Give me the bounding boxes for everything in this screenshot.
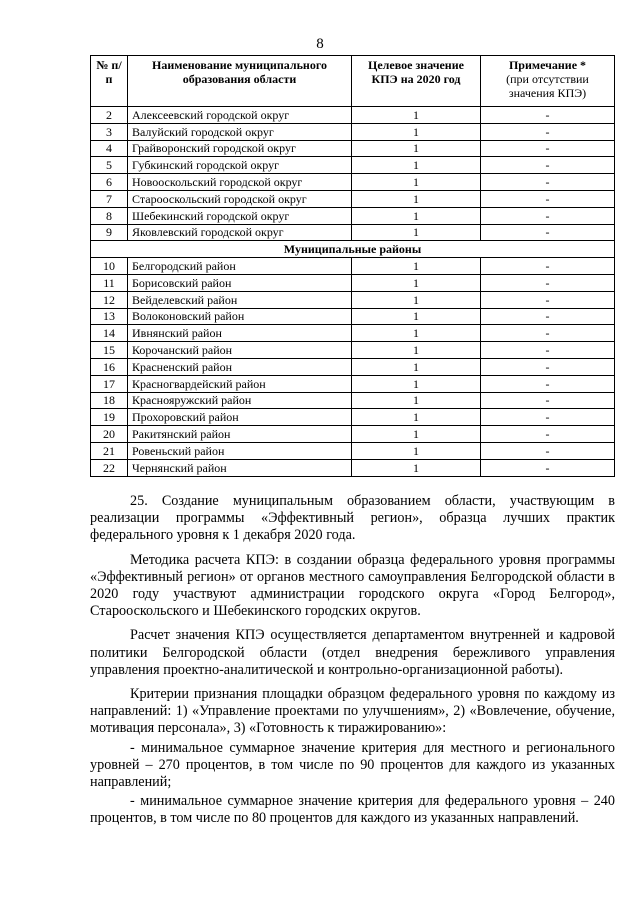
table-row [91,190,615,207]
cell-note: - [481,274,615,291]
kpe-table [90,55,615,477]
cell-name: Прохоровский район [128,409,352,426]
table-row [91,375,615,392]
cell-name: Борисовский район [128,274,352,291]
cell-note: - [481,258,615,275]
cell-num: 16 [91,358,128,375]
page-number: 8 [316,36,324,52]
table-header-row [91,56,615,107]
table-row [91,157,615,174]
header-value: Целевое значение КПЭ на 2020 год [352,56,481,107]
cell-note: - [481,190,615,207]
cell-name: Красненский район [128,358,352,375]
cell-num: 20 [91,426,128,443]
cell-name: Красногвардейский район [128,375,352,392]
cell-value: 1 [352,291,481,308]
cell-value: 1 [352,107,481,124]
header-note-title: Примечание * [508,58,587,72]
cell-num: 9 [91,224,128,241]
table-row [91,358,615,375]
table-row [91,291,615,308]
table-row [91,258,615,275]
table-row [91,308,615,325]
cell-num: 21 [91,442,128,459]
table-row [91,426,615,443]
cell-value: 1 [352,190,481,207]
cell-name: Грайворонский городской округ [128,140,352,157]
cell-name: Ивнянский район [128,325,352,342]
cell-name: Алексеевский городской округ [128,107,352,124]
cell-value: 1 [352,426,481,443]
paragraph-criteria: Критерии признания площадки образцом федерального уровня по каждому из направлений: 1) «Управление проектами по улучшениям», 2) «Вовлечение, обучение, мотивация персонала», 3) «Готовность к тиражированию»: [90,686,615,737]
table-row [91,140,615,157]
cell-name: Корочанский район [128,342,352,359]
cell-name: Белгородский район [128,258,352,275]
cell-num: 5 [91,157,128,174]
cell-value: 1 [352,157,481,174]
cell-num: 22 [91,459,128,476]
cell-note: - [481,392,615,409]
cell-value: 1 [352,342,481,359]
cell-note: - [481,123,615,140]
criterion-federal: - минимальное суммарное значение критерия для федерального уровня – 240 процентов, в том числе по 80 процентов для каждого из указанных направлений. [90,793,615,827]
table-row [91,392,615,409]
cell-name: Яковлевский городской округ [128,224,352,241]
header-note-sub: (при отсутствии значения КПЭ) [506,72,589,100]
cell-num: 13 [91,308,128,325]
cell-num: 12 [91,291,128,308]
cell-note: - [481,375,615,392]
cell-name: Вейделевский район [128,291,352,308]
cell-value: 1 [352,442,481,459]
cell-num: 10 [91,258,128,275]
cell-name: Старооскольский городской округ [128,190,352,207]
section-row [91,241,615,258]
cell-note: - [481,291,615,308]
cell-note: - [481,107,615,124]
cell-note: - [481,224,615,241]
cell-note: - [481,459,615,476]
cell-name: Чернянский район [128,459,352,476]
cell-value: 1 [352,375,481,392]
cell-value: 1 [352,123,481,140]
cell-num: 18 [91,392,128,409]
body-text [90,493,615,835]
section-title: Муниципальные районы [91,241,615,258]
cell-num: 19 [91,409,128,426]
cell-value: 1 [352,325,481,342]
cell-note: - [481,358,615,375]
cell-note: - [481,342,615,359]
table-row [91,459,615,476]
table-row [91,325,615,342]
table-row [91,207,615,224]
cell-name: Новооскольский городской округ [128,174,352,191]
criterion-local: - минимальное суммарное значение критерия для местного и регионального уровней – 270 процентов, в том числе по 90 процентов для каждого из указанных направлений; [90,739,615,791]
cell-num: 15 [91,342,128,359]
cell-note: - [481,207,615,224]
cell-num: 4 [91,140,128,157]
table-row [91,274,615,291]
cell-name: Ракитянский район [128,426,352,443]
table-row [91,442,615,459]
paragraph-methodology: Методика расчета КПЭ: в создании образца федерального уровня программы «Эффективный регион» от органов местного самоуправления Белгородской области в 2020 году участвуют администрации городского округа «Город Белгород», Старооскольского и Шебекинского городских округов. [90,551,615,620]
cell-value: 1 [352,274,481,291]
cell-value: 1 [352,459,481,476]
cell-value: 1 [352,224,481,241]
cell-note: - [481,426,615,443]
table-row [91,342,615,359]
cell-num: 7 [91,190,128,207]
cell-note: - [481,157,615,174]
cell-num: 3 [91,123,128,140]
table-row [91,174,615,191]
cell-note: - [481,174,615,191]
cell-note: - [481,308,615,325]
cell-num: 8 [91,207,128,224]
cell-num: 6 [91,174,128,191]
cell-value: 1 [352,174,481,191]
cell-num: 17 [91,375,128,392]
cell-note: - [481,442,615,459]
cell-num: 11 [91,274,128,291]
cell-value: 1 [352,258,481,275]
header-num: № п/п [91,56,128,107]
header-name: Наименование муниципального образования области [128,56,352,107]
cell-note: - [481,140,615,157]
cell-value: 1 [352,409,481,426]
cell-name: Губкинский городской округ [128,157,352,174]
cell-num: 2 [91,107,128,124]
cell-name: Волоконовский район [128,308,352,325]
cell-value: 1 [352,358,481,375]
cell-value: 1 [352,392,481,409]
cell-note: - [481,325,615,342]
header-note [481,56,615,107]
cell-note: - [481,409,615,426]
table-row [91,123,615,140]
cell-name: Шебекинский городской округ [128,207,352,224]
cell-num: 14 [91,325,128,342]
cell-value: 1 [352,140,481,157]
table-row [91,409,615,426]
paragraph-calculation: Расчет значения КПЭ осуществляется департаментом внутренней и кадровой политики Белгородской области (отдел внедрения бережливого управления управления проектно-аналитической и контрольно-организационной работы). [90,627,615,678]
cell-value: 1 [352,207,481,224]
cell-name: Валуйский городской округ [128,123,352,140]
paragraph-25: 25. Создание муниципальным образованием области, участвующим в реализации программы «Эффективный регион», образца лучших практик федерального уровня к 1 декабря 2020 года. [90,493,615,544]
cell-name: Ровеньский район [128,442,352,459]
table-row [91,107,615,124]
cell-name: Краснояружский район [128,392,352,409]
cell-value: 1 [352,308,481,325]
table-row [91,224,615,241]
